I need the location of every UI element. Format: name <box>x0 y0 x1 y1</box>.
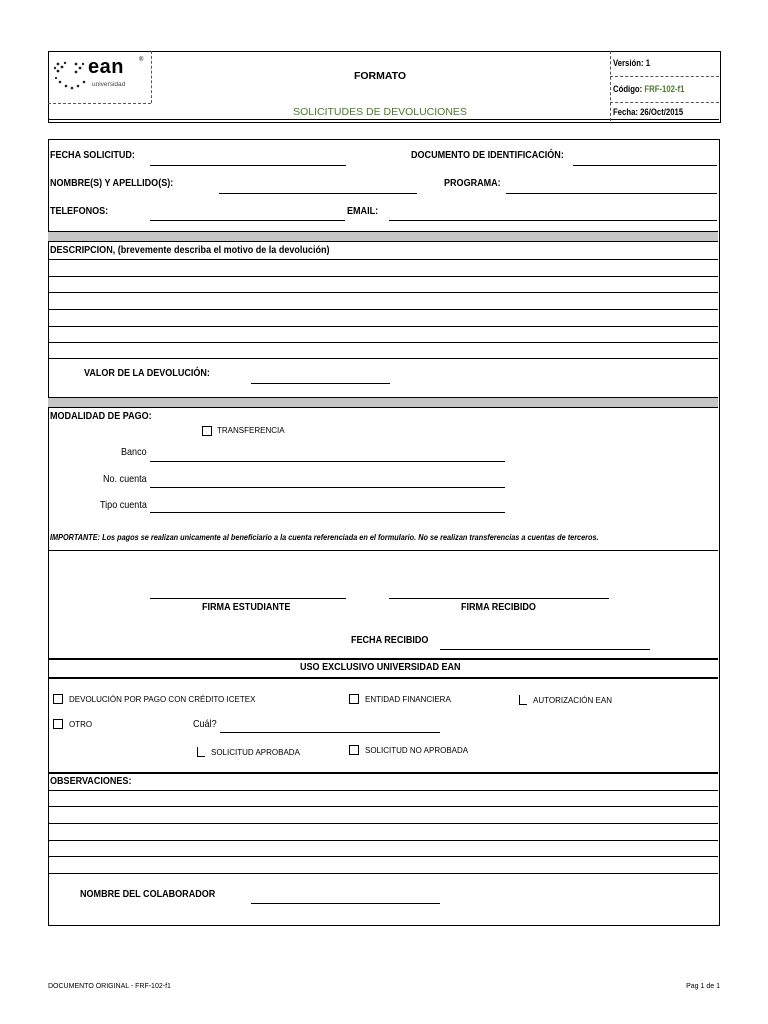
importante-note <box>50 532 599 542</box>
transferencia-checkbox[interactable] <box>202 426 212 436</box>
documento-label: DOCUMENTO DE IDENTIFICACIÓN: <box>411 149 564 161</box>
observaciones-line[interactable] <box>48 790 718 791</box>
banco-field[interactable] <box>150 461 505 462</box>
cuenta-field[interactable] <box>150 487 505 488</box>
valor-label: VALOR DE LA DEVOLUCIÓN: <box>84 367 210 379</box>
descripcion-line[interactable] <box>48 326 718 327</box>
icetex-label: DEVOLUCIÓN POR PAGO CON CRÉDITO ICETEX <box>69 695 256 704</box>
section-divider <box>48 397 718 408</box>
observaciones-top-border <box>48 772 718 774</box>
descripcion-line[interactable] <box>48 358 718 359</box>
programa-field[interactable] <box>506 193 717 194</box>
colaborador-field[interactable] <box>251 903 440 904</box>
descripcion-line[interactable] <box>48 259 718 260</box>
firma-estudiante-line[interactable] <box>150 598 346 599</box>
firma-recibido-line[interactable] <box>389 598 609 599</box>
cuenta-label: No. cuenta <box>103 473 147 485</box>
tipo-cuenta-label: Tipo cuenta <box>100 499 147 511</box>
observaciones-line[interactable] <box>48 840 718 841</box>
tipo-cuenta-field[interactable] <box>150 512 505 513</box>
header-box-inner <box>48 119 719 120</box>
nombres-label: NOMBRE(S) Y APELLIDO(S): <box>50 177 174 189</box>
observaciones-line[interactable] <box>48 873 718 874</box>
observaciones-line[interactable] <box>48 806 718 807</box>
firma-recibido-label: FIRMA RECIBIDO <box>461 601 536 613</box>
logo-registered: ® <box>139 57 144 63</box>
logo-divider-bottom <box>48 103 151 104</box>
observaciones-line[interactable] <box>48 823 718 824</box>
version-label: Versión: <box>613 58 644 68</box>
aprobada-label: SOLICITUD APROBADA <box>211 748 300 757</box>
email-field[interactable] <box>389 220 717 221</box>
fecha-recibido-field[interactable] <box>440 649 650 650</box>
footer-left: DOCUMENTO ORIGINAL - FRF-102-f1 <box>48 983 171 990</box>
meta-divider-h1 <box>610 76 719 77</box>
code-row <box>613 84 684 94</box>
logo <box>52 56 148 96</box>
entidad-checkbox[interactable] <box>349 694 359 704</box>
documento-field[interactable] <box>573 165 717 166</box>
banco-label: Banco <box>121 446 147 458</box>
transferencia-label: TRANSFERENCIA <box>217 426 285 435</box>
form-title: SOLICITUDES DE DEVOLUCIONES <box>293 106 467 118</box>
colaborador-label: NOMBRE DEL COLABORADOR <box>80 888 216 900</box>
date-value: 26/Oct/2015 <box>640 107 684 117</box>
version-value: 1 <box>645 58 651 68</box>
logo-subtext: universidad <box>92 81 126 88</box>
observaciones-label: OBSERVACIONES: <box>50 775 132 787</box>
logo-text: ean <box>88 56 124 78</box>
section-separator <box>48 550 718 551</box>
modalidad-label: MODALIDAD DE PAGO: <box>50 410 152 422</box>
otro-label: OTRO <box>69 720 93 729</box>
telefonos-label: TELEFONOS: <box>50 205 109 217</box>
aprobada-checkbox[interactable] <box>197 747 205 757</box>
no-aprobada-label: SOLICITUD NO APROBADA <box>365 746 469 755</box>
fecha-recibido-label: FECHA RECIBIDO <box>351 634 429 646</box>
descripcion-line[interactable] <box>48 309 718 310</box>
entidad-label: ENTIDAD FINANCIERA <box>365 695 451 704</box>
date-label: Fecha: <box>613 107 638 117</box>
descripcion-line[interactable] <box>48 342 718 343</box>
meta-divider-h2 <box>610 102 719 103</box>
footer-right: Pag 1 de 1 <box>686 983 720 990</box>
icetex-checkbox[interactable] <box>53 694 63 704</box>
descripcion-label: DESCRIPCION, (brevemente describa el motivo de la devolución) <box>50 244 330 256</box>
otro-checkbox[interactable] <box>53 719 63 729</box>
meta-divider <box>610 51 611 121</box>
descripcion-line[interactable] <box>48 276 718 277</box>
firma-estudiante-label: FIRMA ESTUDIANTE <box>202 601 291 613</box>
code-label: Código: <box>613 84 643 94</box>
nombres-field[interactable] <box>219 193 417 194</box>
programa-label: PROGRAMA: <box>444 177 501 189</box>
valor-field[interactable] <box>251 383 390 384</box>
doc-type: FORMATO <box>353 70 407 82</box>
cual-label: Cuál? <box>193 718 217 730</box>
section-divider <box>48 231 718 242</box>
uso-top-border <box>48 658 718 660</box>
fecha-solicitud-field[interactable] <box>150 165 346 166</box>
date-row <box>613 107 683 117</box>
importante-text: Los pagos se realizan unicamente al beneficiario a la cuenta referenciada en el formulario. No se realizan transferencias a cuentas de terceros. <box>100 532 599 542</box>
email-label: EMAIL: <box>347 205 379 217</box>
uso-bottom-border <box>48 677 718 679</box>
version-row <box>613 58 650 68</box>
autorizacion-checkbox[interactable] <box>519 695 527 705</box>
autorizacion-label: AUTORIZACIÓN EAN <box>533 696 612 705</box>
telefonos-field[interactable] <box>150 220 345 221</box>
importante-prefix: IMPORTANTE: <box>50 532 101 542</box>
code-value: FRF-102-f1 <box>644 84 685 94</box>
descripcion-line[interactable] <box>48 292 718 293</box>
cual-field[interactable] <box>220 732 440 733</box>
ean-dots-icon <box>52 58 92 94</box>
fecha-solicitud-label: FECHA SOLICITUD: <box>50 149 135 161</box>
no-aprobada-checkbox[interactable] <box>349 745 359 755</box>
observaciones-line[interactable] <box>48 856 718 857</box>
uso-title: USO EXCLUSIVO UNIVERSIDAD EAN <box>300 661 461 673</box>
